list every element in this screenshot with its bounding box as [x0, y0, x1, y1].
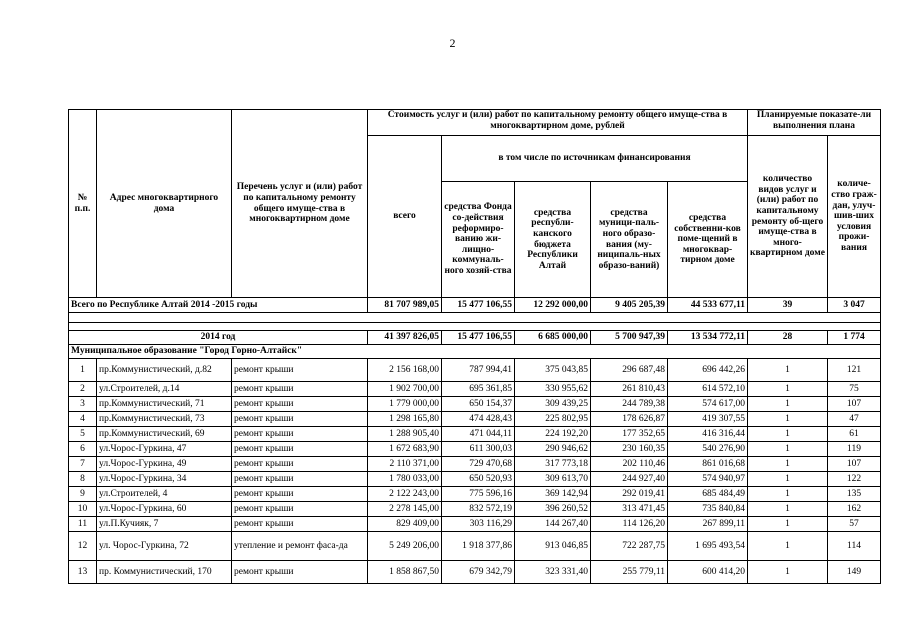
row-address: пр.Коммунистический, д.82 [97, 359, 232, 382]
row-number: 13 [69, 561, 97, 584]
year-total-label: 2014 год [69, 331, 368, 345]
grand-total-total: 81 707 989,05 [368, 298, 442, 313]
header-fund: средства Фонда со-действия реформиро-ванию жи-лищно-коммуналь-ного хозяй-ства [442, 182, 515, 298]
year-total-owners: 13 534 772,11 [668, 331, 748, 345]
row-service: ремонт крыши [232, 382, 368, 397]
row-works: 1 [748, 382, 828, 397]
row-owners: 574 940,97 [668, 472, 748, 487]
row-owners: 574 617,00 [668, 397, 748, 412]
table-row [69, 442, 881, 457]
row-owners: 419 307,55 [668, 412, 748, 427]
row-service: ремонт крыши [232, 397, 368, 412]
row-fund: 787 994,41 [442, 359, 515, 382]
row-municipal: 292 019,41 [591, 487, 668, 502]
year-total-works: 28 [748, 331, 828, 345]
row-fund: 303 116,29 [442, 517, 515, 532]
row-municipal: 244 927,40 [591, 472, 668, 487]
row-owners: 861 016,68 [668, 457, 748, 472]
row-total: 2 122 243,00 [368, 487, 442, 502]
row-citizens: 122 [828, 472, 881, 487]
row-citizens: 47 [828, 412, 881, 427]
row-service: ремонт крыши [232, 517, 368, 532]
row-works: 1 [748, 457, 828, 472]
spacer-row [69, 323, 881, 331]
row-fund: 650 520,93 [442, 472, 515, 487]
row-works: 1 [748, 561, 828, 584]
row-republic: 225 802,95 [515, 412, 591, 427]
year-total-fund: 15 477 106,55 [442, 331, 515, 345]
row-works: 1 [748, 487, 828, 502]
row-number: 6 [69, 442, 97, 457]
table-row [69, 517, 881, 532]
row-republic: 375 043,85 [515, 359, 591, 382]
row-municipal: 114 126,20 [591, 517, 668, 532]
row-service: ремонт крыши [232, 502, 368, 517]
row-total: 1 780 033,00 [368, 472, 442, 487]
table-row [69, 472, 881, 487]
row-republic: 323 331,40 [515, 561, 591, 584]
row-owners: 540 276,90 [668, 442, 748, 457]
grand-total-works: 39 [748, 298, 828, 313]
row-address: пр.Коммунистический, 71 [97, 397, 232, 412]
row-service: утепление и ремонт фаса-да [232, 532, 368, 561]
header-count-citizens: количе-ство граж-дан, улуч-шив-ших условия прожи-вания [828, 136, 881, 298]
row-municipal: 255 779,11 [591, 561, 668, 584]
row-address: ул. Чорос-Гуркина, 72 [97, 532, 232, 561]
row-fund: 471 044,11 [442, 427, 515, 442]
grand-total-fund: 15 477 106,55 [442, 298, 515, 313]
row-owners: 735 840,84 [668, 502, 748, 517]
header-cost-group: Стоимость услуг и (или) работ по капитальному ремонту общего имуще-ства в многоквартирном доме, рублей [368, 110, 748, 136]
municipality-label: Муниципальное образование "Город Горно-Алтайск" [69, 345, 881, 359]
row-owners: 685 484,49 [668, 487, 748, 502]
header-number: № п.п. [69, 110, 97, 298]
row-address: пр. Коммунистический, 170 [97, 561, 232, 584]
row-municipal: 178 626,87 [591, 412, 668, 427]
header-municipal: средства муници-паль-ного образо-вания (му-ниципаль-ных образо-ваний) [591, 182, 668, 298]
row-municipal: 313 471,45 [591, 502, 668, 517]
row-fund: 729 470,68 [442, 457, 515, 472]
row-municipal: 230 160,35 [591, 442, 668, 457]
table-row [69, 532, 881, 561]
row-address: ул.Строителей, д.14 [97, 382, 232, 397]
year-total-municipal: 5 700 947,39 [591, 331, 668, 345]
row-republic: 290 946,62 [515, 442, 591, 457]
row-total: 2 278 145,00 [368, 502, 442, 517]
row-service: ремонт крыши [232, 561, 368, 584]
row-municipal: 296 687,48 [591, 359, 668, 382]
row-number: 2 [69, 382, 97, 397]
row-fund: 775 596,16 [442, 487, 515, 502]
row-works: 1 [748, 532, 828, 561]
row-municipal: 261 810,43 [591, 382, 668, 397]
municipality-row [69, 345, 881, 359]
row-works: 1 [748, 502, 828, 517]
row-citizens: 135 [828, 487, 881, 502]
row-service: ремонт крыши [232, 359, 368, 382]
spacer-cell [69, 313, 881, 323]
row-number: 8 [69, 472, 97, 487]
row-republic: 369 142,94 [515, 487, 591, 502]
row-address: ул.Строителей, 4 [97, 487, 232, 502]
grand-total-row [69, 298, 881, 313]
row-number: 1 [69, 359, 97, 382]
grand-total-citizens: 3 047 [828, 298, 881, 313]
row-total: 2 110 371,00 [368, 457, 442, 472]
row-republic: 330 955,62 [515, 382, 591, 397]
row-total: 1 779 000,00 [368, 397, 442, 412]
row-republic: 224 192,20 [515, 427, 591, 442]
row-number: 11 [69, 517, 97, 532]
row-owners: 614 572,10 [668, 382, 748, 397]
grand-total-municipal: 9 405 205,39 [591, 298, 668, 313]
row-fund: 832 572,19 [442, 502, 515, 517]
row-total: 1 902 700,00 [368, 382, 442, 397]
row-citizens: 149 [828, 561, 881, 584]
row-number: 9 [69, 487, 97, 502]
header-count-works: количество видов услуг и (или) работ по капитальному ремонту об-щего имуще-ства в много-квартирном доме [748, 136, 828, 298]
header-address: Адрес многоквартирного дома [97, 110, 232, 298]
header-sources-group: в том числе по источникам финансирования [442, 136, 748, 182]
header-total: всего [368, 136, 442, 298]
table-row [69, 427, 881, 442]
year-total-citizens: 1 774 [828, 331, 881, 345]
row-owners: 600 414,20 [668, 561, 748, 584]
row-republic: 317 773,18 [515, 457, 591, 472]
row-works: 1 [748, 517, 828, 532]
page-number: 2 [449, 36, 456, 50]
row-fund: 695 361,85 [442, 382, 515, 397]
row-address: ул.Чорос-Гуркина, 49 [97, 457, 232, 472]
table-row [69, 457, 881, 472]
table-row [69, 561, 881, 584]
row-number: 5 [69, 427, 97, 442]
grand-total-label: Всего по Республике Алтай 2014 -2015 годы [69, 298, 368, 313]
row-total: 1 858 867,50 [368, 561, 442, 584]
header-services: Перечень услуг и (или) работ по капитальному ремонту общего имуще-ства в многоквартирном доме [232, 110, 368, 298]
row-works: 1 [748, 472, 828, 487]
repair-plan-table [68, 109, 881, 584]
header-owners: средства собственни-ков поме-щений в многоквар-тирном доме [668, 182, 748, 298]
row-service: ремонт крыши [232, 457, 368, 472]
table-row [69, 382, 881, 397]
row-works: 1 [748, 412, 828, 427]
row-fund: 474 428,43 [442, 412, 515, 427]
row-municipal: 177 352,65 [591, 427, 668, 442]
table-row [69, 487, 881, 502]
row-citizens: 61 [828, 427, 881, 442]
row-works: 1 [748, 359, 828, 382]
row-service: ремонт крыши [232, 412, 368, 427]
year-total-row [69, 331, 881, 345]
row-citizens: 119 [828, 442, 881, 457]
row-municipal: 722 287,75 [591, 532, 668, 561]
row-fund: 611 300,03 [442, 442, 515, 457]
row-number: 7 [69, 457, 97, 472]
table-row [69, 412, 881, 427]
row-citizens: 107 [828, 397, 881, 412]
grand-total-owners: 44 533 677,11 [668, 298, 748, 313]
table-row [69, 359, 881, 382]
row-republic: 309 439,25 [515, 397, 591, 412]
table-row [69, 502, 881, 517]
row-owners: 696 442,26 [668, 359, 748, 382]
row-total: 5 249 206,00 [368, 532, 442, 561]
row-republic: 144 267,40 [515, 517, 591, 532]
row-address: ул.Чорос-Гуркина, 47 [97, 442, 232, 457]
row-citizens: 162 [828, 502, 881, 517]
row-owners: 1 695 493,54 [668, 532, 748, 561]
row-number: 3 [69, 397, 97, 412]
row-address: ул.П.Кучияк, 7 [97, 517, 232, 532]
year-total-republic: 6 685 000,00 [515, 331, 591, 345]
row-number: 10 [69, 502, 97, 517]
row-address: ул.Чорос-Гуркина, 60 [97, 502, 232, 517]
row-republic: 396 260,52 [515, 502, 591, 517]
row-service: ремонт крыши [232, 472, 368, 487]
grand-total-republic: 12 292 000,00 [515, 298, 591, 313]
row-fund: 650 154,37 [442, 397, 515, 412]
spacer-cell [69, 323, 881, 331]
row-total: 1 672 683,90 [368, 442, 442, 457]
row-owners: 416 316,44 [668, 427, 748, 442]
header-indicators-group: Планируемые показате-ли выполнения плана [748, 110, 881, 136]
row-citizens: 75 [828, 382, 881, 397]
row-number: 12 [69, 532, 97, 561]
row-owners: 267 899,11 [668, 517, 748, 532]
row-citizens: 114 [828, 532, 881, 561]
row-fund: 1 918 377,86 [442, 532, 515, 561]
row-service: ремонт крыши [232, 427, 368, 442]
row-works: 1 [748, 442, 828, 457]
row-republic: 309 613,70 [515, 472, 591, 487]
row-address: ул.Чорос-Гуркина, 34 [97, 472, 232, 487]
row-service: ремонт крыши [232, 442, 368, 457]
row-service: ремонт крыши [232, 487, 368, 502]
row-address: пр.Коммунистический, 69 [97, 427, 232, 442]
row-fund: 679 342,79 [442, 561, 515, 584]
row-works: 1 [748, 427, 828, 442]
row-total: 829 409,00 [368, 517, 442, 532]
row-citizens: 107 [828, 457, 881, 472]
header-republic: средства республи-канского бюджета Республики Алтай [515, 182, 591, 298]
row-municipal: 244 789,38 [591, 397, 668, 412]
row-total: 1 288 905,40 [368, 427, 442, 442]
row-republic: 913 046,85 [515, 532, 591, 561]
row-municipal: 202 110,46 [591, 457, 668, 472]
row-citizens: 57 [828, 517, 881, 532]
row-works: 1 [748, 397, 828, 412]
row-number: 4 [69, 412, 97, 427]
row-address: пр.Коммунистический, 73 [97, 412, 232, 427]
spacer-row [69, 313, 881, 323]
table-row [69, 397, 881, 412]
row-citizens: 121 [828, 359, 881, 382]
row-total: 2 156 168,00 [368, 359, 442, 382]
year-total-total: 41 397 826,05 [368, 331, 442, 345]
row-total: 1 298 165,80 [368, 412, 442, 427]
